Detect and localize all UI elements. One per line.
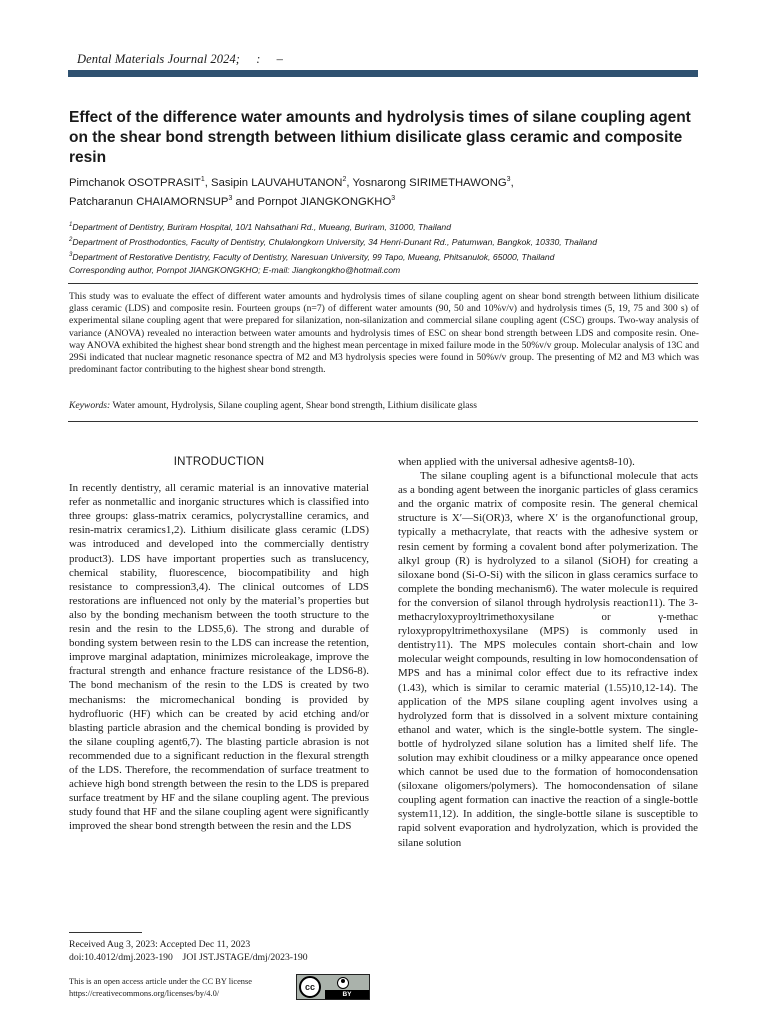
body-paragraph-continuation: when applied with the universal adhesive agents8-10). [398, 456, 635, 468]
license-url[interactable]: https://creativecommons.org/licenses/by/4.0/ [69, 988, 220, 998]
abstract-text: This study was to evaluate the effect of different water amounts and hydrolysis times of silane coupling agent on shear bond strength between lithium disilicate glass ceramic (LDS) and composite resin. Fourteen groups (n=7) of different water amounts (90, 50 and 10%v/v) and hydrolysis times (5, 19, 75 and 300 s) of experimental silane coupling agent that were prepared for silanization, non-silanization and commercial silane coupling agent (CSC) groups. Two-way analysis of variance (ANOVA) revealed no interaction between water amounts and hydrolysis times of ESC on shear bond strength between LDS and composite resin. One-way ANOVA exhibited the highest shear bond strength and the highest mean percentage in mixed failure mode in the 50%v/v group. Molecular analysis of 13C and 29Si indicated that nuclear magnetic resonance spectra of M2 and M3 hydrolysis species were found in 50%v/v group. The presenting of M2 and M3 which was predominant factor contributing to the highest shear bond strength. [69, 291, 699, 376]
body-paragraph: The silane coupling agent is a bifunctional molecule that acts as a bonding agent between the inorganic particles of glass ceramics and the organic matrix of composite resin. The general chemical structure is X′—Si(OR)3, where X′ is the organofunctional group, typically a methacrylate, that reacts with the adhesive system or resin cement by forming a covalent bond after polymerization. The alkyl group (R) is hydrolyzed to a silanol (SiOH) for creating a siloxane bond (Si-O-Si) with the silicon in glass ceramics surface to complete the bonding mechanism6). The water molecule is required for the conversion of silanol through hydrolysis reaction11). The 3-methacryloxyproyltrimethoxysilane or γ-methac ryloxypropyltrimethoxysilane (MPS) is commonly used in dentistry11). The MPS molecules contain short-chain and low molecular weight compounds, resulting in low homocondensation of MPS and has a minimal color effect due to its refractive index (1.43), which is similar to ceramic material (1.55)10,12-14). The application of the MPS silane coupling agent involves using a hydrolyzed form that is dissolved in a solvent mixture containing ethanol and water, which is the single-bottle system. The single-bottle of hydrolyzed silane solution has a limited shelf life. The solution may exhibit cloudiness or a milky appearance once opened which cannot be used due to the formation of homocondensation (siloxane oligomers/polymers). The homocondensation of silane coupling agent formation can inactive the reaction of a single-bottle system11,12). In addition, the single-bottle silane is susceptible to rapid solvent evaporation and hydrolyzation, which is provided the silane solution [398, 470, 698, 849]
author-separator: , [510, 176, 514, 189]
affiliation-mark: 3 [69, 251, 73, 258]
person-icon [337, 977, 349, 989]
received-date: Received Aug 3, 2023: Accepted Dec 11, 2023 [69, 939, 251, 950]
author-separator: and [232, 196, 258, 209]
license-note [69, 976, 299, 999]
doi: doi:10.4012/dmj.2023-190 JOI JST.JSTAGE/dmj/2023-190 [69, 951, 308, 963]
author-name: Pimchanok OSOTPRASIT [69, 176, 201, 189]
journal-name: Dental Materials Journal [77, 52, 208, 66]
affiliation-text: Department of Restorative Dentistry, Faculty of Dentistry, Naresuan University, 99 Tapo, Mueang, Phitsanulok, 65000, Thailand [72, 251, 555, 262]
affiliation-item [69, 234, 709, 249]
journal-header [77, 52, 283, 67]
affiliations [69, 219, 709, 277]
affiliation-text: Department of Prosthodontics, Faculty of Dentistry, Chulalongkorn University, 34 Henri-Dunant Rd., Patumwan, Bangkok, 10330, Thailand [72, 236, 597, 247]
page-dash: – [276, 52, 283, 66]
cc-icon: cc [299, 976, 321, 998]
affiliation-text: Department of Dentistry, Buriram Hospital, 10/1 Nahsathani Rd., Mueang, Buriram, 31000, Thailand [72, 221, 451, 232]
article-title: Effect of the difference water amounts and hydrolysis times of silane coupling agent on the shear bond strength between lithium disilicate glass ceramic and composite resin [69, 109, 691, 166]
author-affil-mark: 2 [342, 176, 347, 183]
journal-year: 2024; [210, 52, 241, 66]
author-separator: , [204, 176, 212, 189]
corresponding-author: Corresponding author, Pornpot JIANGKONGKHO; E-mail: Jiangkongkho@hotmail.com [69, 264, 401, 275]
footnote-rule [69, 932, 142, 933]
body-column-left [69, 455, 369, 833]
body-column-right [398, 455, 698, 850]
author-affil-mark: 3 [506, 176, 511, 183]
volume-separator: : [256, 52, 261, 66]
keywords-list: Water amount, Hydrolysis, Silane coupling agent, Shear bond strength, Lithium disilicate glass [112, 400, 477, 411]
author-affil-mark: 1 [200, 176, 205, 183]
affiliation-mark: 2 [69, 236, 73, 243]
cc-by-badge[interactable] [296, 974, 370, 1000]
license-text: This is an open access article under the CC BY license [69, 977, 252, 986]
author-list [69, 172, 709, 211]
abstract-rule-bottom [68, 421, 698, 422]
affiliation-item [69, 219, 709, 234]
header-accent-bar [68, 70, 698, 77]
body-paragraph: In recently dentistry, all ceramic material is an innovative material refer as nonmetallic and inorganic structures which is classified into three groups: glass-matrix ceramics, polycrystalline ceramics, and resin-matrix ceramics1,2). Lithium disilicate glass ceramic (LDS) was introduced and developed into the commercially dentistry product3). LDS have important properties such as translucency, chemical stability, fluorescence, biocompatibility and high resistance to compression3,4). The clinical outcomes of LDS restorations are influenced not only by the material’s properties but also by the bonding mechanism between the tooth structure to the resin and the resin to the LDS5,6). The strong and durable of bonding system between resin to the LDS can increase the retention, improve marginal adaptation, minimizes microleakage, improve the fractural strength and enhance fracture resistance of the LDS6-8). The bond mechanism of the resin to the LDS is created by two mechanisms: the micromechanical bonding is provided by hydrofluoric (HF) which can be created by acid etching and/or blasting particle abrasion and the chemical bonding is provided by the silane coupling agent6,7). The blasting particle abrasion is not recommended due to a significant reduction in the flexural strength of the LDS. Therefore, the recommendation of surface treatment to achieve high bond strength between the resin to the LDS is prepared surface treatment by HF and the silane coupling agent. The previous study found that HF and the silane coupling agent were significantly improved the shear bond strength between the resin and the LDS [69, 482, 369, 833]
author-separator: , [346, 176, 353, 189]
author-name: Patcharanun CHAIAMORNSUP [69, 196, 229, 209]
keywords-label: Keywords: [69, 400, 111, 411]
author-name: Yosnarong SIRIMETHAWONG [352, 176, 507, 189]
affiliation-item [69, 249, 709, 264]
article-history [69, 939, 389, 964]
author-affil-mark: 3 [228, 195, 233, 203]
abstract-rule-top [68, 283, 698, 284]
affiliation-mark: 1 [69, 222, 73, 228]
by-label: BY [325, 990, 369, 999]
author-name: Pornpot JIANGKONGKHO [257, 196, 392, 209]
keywords [69, 400, 699, 412]
author-name: Sasipin LAUVAHUTANON [211, 176, 343, 189]
author-affil-mark: 3 [391, 195, 396, 203]
section-heading: INTRODUCTION [173, 456, 265, 468]
